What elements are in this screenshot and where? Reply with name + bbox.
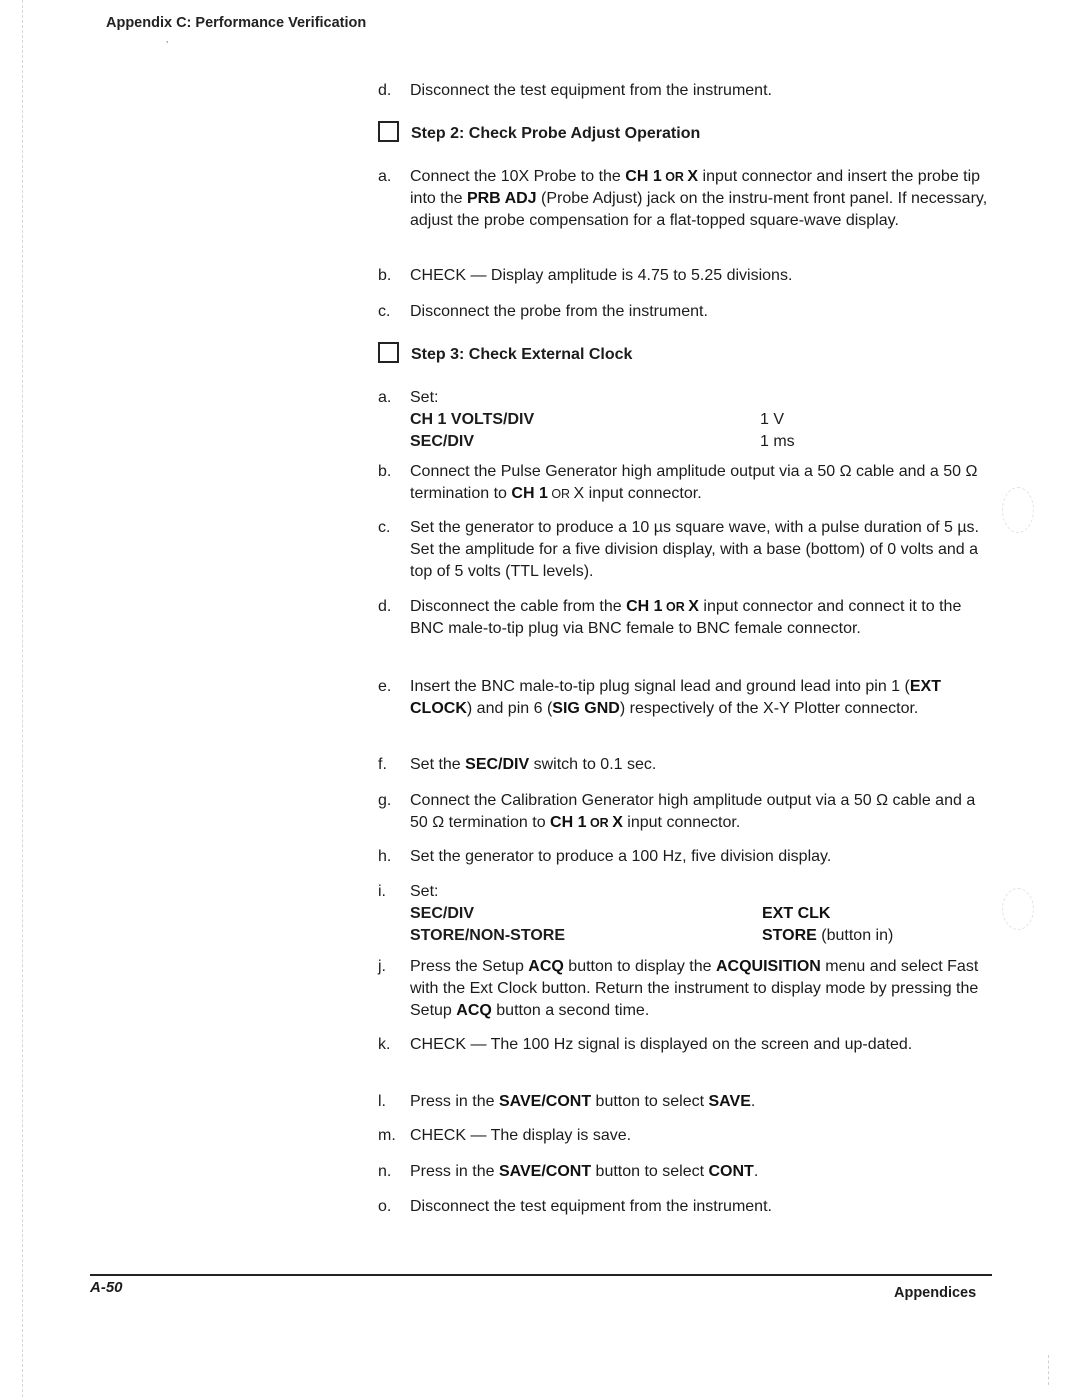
step3-item-n	[378, 1161, 990, 1183]
step3-item-o	[378, 1196, 990, 1218]
item-text: CHECK — The 100 Hz signal is displayed on the screen and up-dated.	[410, 1036, 913, 1053]
item-letter: j.	[378, 958, 386, 975]
step2-heading	[378, 121, 700, 145]
step3-item-e	[378, 676, 990, 720]
small-caps-or: OR	[547, 487, 574, 501]
binding-edge-line	[22, 0, 23, 1397]
item-letter: d.	[378, 82, 392, 99]
settings-table	[410, 903, 990, 947]
setting-name: STORE/NON-STORE	[410, 927, 565, 944]
setting-value: 1 V	[760, 411, 785, 428]
text-run: button to select	[591, 1093, 709, 1110]
step3-item-m	[378, 1125, 990, 1147]
small-caps-or: OR	[661, 170, 688, 184]
step3-item-i	[378, 881, 990, 947]
step3-item-d	[378, 596, 990, 640]
item-letter: k.	[378, 1036, 391, 1053]
text-run: input connector and connect it to the BNC male-to-tip plug via BNC female to BNC female connector.	[410, 598, 962, 637]
menu-name: ACQUISITION	[715, 958, 821, 975]
text-run: input connector and insert the probe tip into the	[410, 168, 981, 207]
text-run: Connect the Pulse Generator high amplitude output via a 50 Ω cable and a 50 Ω termination to	[410, 463, 978, 502]
item-letter: i.	[378, 883, 386, 900]
item-letter: h.	[378, 848, 392, 865]
control-name: SAVE/CONT	[498, 1093, 592, 1110]
text-run: Connect the Calibration Generator high amplitude output via a 50 Ω cable and a 50 Ω termination to	[410, 792, 976, 831]
control-name: SEC/DIV	[465, 756, 530, 773]
text-run: Connect the 10X Probe to the	[410, 168, 626, 185]
step3-item-h	[378, 846, 990, 868]
setting-value	[762, 903, 830, 925]
mode-name: CONT	[708, 1163, 754, 1180]
small-caps-or: OR	[586, 816, 613, 830]
footer-rule	[90, 1274, 992, 1276]
page-number: A-50	[90, 1279, 123, 1296]
step2-checkbox[interactable]	[378, 121, 399, 142]
item-letter: l.	[378, 1093, 386, 1110]
item-text: Disconnect the probe from the instrument.	[410, 303, 708, 320]
text-run: ) respectively of the X-Y Plotter connector.	[619, 700, 919, 717]
item-letter: b.	[378, 267, 392, 284]
setting-value-text: EXT CLK	[762, 905, 831, 922]
page-mark: ’	[166, 40, 169, 51]
step3-item-a	[378, 387, 990, 453]
mode-name: SAVE	[708, 1093, 751, 1110]
setting-row	[410, 431, 990, 453]
step3-checkbox[interactable]	[378, 342, 399, 363]
control-name: CH 1	[511, 485, 548, 502]
setting-row	[410, 409, 990, 431]
step3-item-l	[378, 1091, 990, 1113]
setting-name: CH 1 VOLTS/DIV	[410, 411, 535, 428]
item-letter: c.	[378, 519, 391, 536]
step3-item-c	[378, 517, 990, 583]
text-run: (Probe Adjust) jack on the instru-ment front panel. If necessary, adjust the probe compensation for a flat-topped square-wave display.	[410, 190, 988, 229]
step2-item-a	[378, 166, 990, 232]
item-letter: a.	[378, 389, 392, 406]
setting-name: SEC/DIV	[410, 433, 475, 450]
item-letter: n.	[378, 1163, 392, 1180]
text-run: Press the Setup	[410, 958, 529, 975]
item-letter: e.	[378, 678, 392, 695]
control-name: PRB ADJ	[466, 190, 537, 207]
item-text: Set the generator to produce a 100 Hz, five division display.	[410, 848, 832, 865]
step2-item-c	[378, 301, 990, 323]
punch-hole-lower	[1002, 888, 1034, 930]
text-run: Insert the BNC male-to-tip plug signal lead and ground lead into pin 1 (	[410, 678, 910, 695]
small-caps-or: OR	[662, 600, 689, 614]
item-text: Set:	[410, 389, 439, 406]
item-text: CHECK — The display is save.	[410, 1127, 632, 1144]
step3-item-k	[378, 1034, 990, 1056]
punch-hole-upper	[1002, 487, 1034, 533]
text-run: switch to 0.1 sec.	[529, 756, 657, 773]
item-text: CHECK — Display amplitude is 4.75 to 5.25 divisions.	[410, 267, 793, 284]
control-name: ACQ	[456, 1002, 492, 1019]
text-run: ) and pin 6 (	[466, 700, 553, 717]
setting-value	[762, 925, 893, 947]
setting-value-suffix: (button in)	[816, 927, 894, 944]
text-run: input connector.	[622, 814, 741, 831]
step3-item-g	[378, 790, 990, 834]
setting-name: SEC/DIV	[410, 905, 475, 922]
item-letter: c.	[378, 303, 391, 320]
setting-value: 1 ms	[760, 433, 795, 450]
step3-title: Step 3: Check External Clock	[411, 346, 633, 363]
step3-item-b	[378, 461, 990, 505]
text-run: menu and select Fast with the Ext Clock button. Return the instrument to display mode by pressing the Setup	[410, 958, 979, 1019]
text-run: Disconnect the cable from the	[410, 598, 627, 615]
item-letter: b.	[378, 463, 392, 480]
control-name: X	[688, 598, 699, 615]
item-letter: g.	[378, 792, 392, 809]
item-text: Set the generator to produce a 10 µs square wave, with a pulse duration of 5 µs. Set the amplitude for a five division display, with a base (bottom) of 0 volts and a top of 5 volts (TTL levels).	[410, 519, 979, 580]
item-letter: m.	[378, 1127, 396, 1144]
control-name: CH 1	[550, 814, 587, 831]
footer-section: Appendices	[894, 1285, 977, 1301]
setting-row	[410, 925, 990, 947]
control-name: EXT CLOCK	[410, 678, 941, 717]
text-run: Set the	[410, 756, 466, 773]
item-text: Disconnect the test equipment from the instrument.	[410, 1198, 772, 1215]
text-run: Press in the	[410, 1093, 499, 1110]
item-text: Set:	[410, 883, 439, 900]
item-text: Disconnect the test equipment from the instrument.	[410, 82, 772, 99]
step3-item-f	[378, 754, 990, 776]
control-name: ACQ	[528, 958, 564, 975]
text-run: Press in the	[410, 1163, 499, 1180]
item-letter: a.	[378, 168, 392, 185]
step1-item-d	[378, 80, 990, 102]
control-name: X	[612, 814, 623, 831]
text-run: .	[750, 1093, 756, 1110]
settings-table	[410, 409, 990, 453]
binding-edge-line-lower	[1048, 1355, 1049, 1385]
item-letter: o.	[378, 1198, 392, 1215]
running-header: Appendix C: Performance Verification	[106, 15, 367, 31]
text-run: .	[753, 1163, 759, 1180]
step2-item-b	[378, 265, 990, 287]
setting-value-text: STORE	[762, 927, 817, 944]
text-run: button to display the	[563, 958, 716, 975]
setting-row	[410, 903, 990, 925]
control-name: X	[687, 168, 699, 185]
text-run: button to select	[591, 1163, 709, 1180]
control-name: SAVE/CONT	[498, 1163, 592, 1180]
item-letter: d.	[378, 598, 392, 615]
control-name: SIG GND	[552, 700, 620, 717]
step3-heading	[378, 342, 632, 366]
text-run: X input connector.	[573, 485, 702, 502]
step2-title: Step 2: Check Probe Adjust Operation	[411, 125, 701, 142]
item-letter: f.	[378, 756, 387, 773]
text-run: button a second time.	[491, 1002, 650, 1019]
step3-item-j	[378, 956, 990, 1022]
control-name: CH 1	[626, 598, 663, 615]
control-name: CH 1	[625, 168, 662, 185]
